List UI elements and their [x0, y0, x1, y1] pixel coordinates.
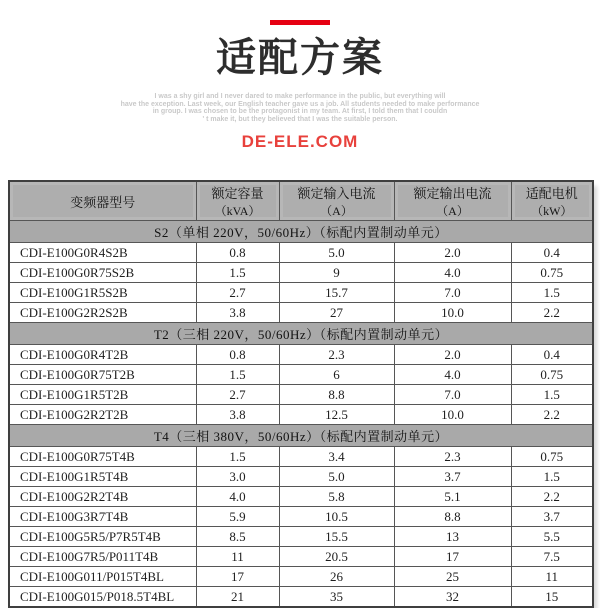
value-cell: 10.0	[394, 303, 511, 323]
model-cell: CDI-E100G2R2S2B	[9, 303, 196, 323]
value-cell: 0.75	[511, 447, 593, 467]
col-header-unit: （A）	[436, 204, 469, 218]
value-cell: 17	[196, 567, 279, 587]
value-cell: 3.7	[511, 507, 593, 527]
value-cell: 21	[196, 587, 279, 608]
value-cell: 20.5	[279, 547, 394, 567]
spec-table	[8, 180, 594, 608]
value-cell: 17	[394, 547, 511, 567]
value-cell: 11	[511, 567, 593, 587]
table-row	[9, 547, 593, 567]
table-row	[9, 303, 593, 323]
value-cell: 5.9	[196, 507, 279, 527]
value-cell: 3.8	[196, 405, 279, 425]
value-cell: 2.0	[394, 345, 511, 365]
value-cell: 5.0	[279, 243, 394, 263]
value-cell: 5.0	[279, 467, 394, 487]
col-header-label: 适配电机	[525, 186, 578, 201]
value-cell: 5.1	[394, 487, 511, 507]
section-header-row	[9, 323, 593, 345]
value-cell: 32	[394, 587, 511, 608]
value-cell: 1.5	[196, 365, 279, 385]
section-header-row	[9, 221, 593, 243]
table-row	[9, 365, 593, 385]
col-header-model	[9, 181, 196, 221]
value-cell: 8.8	[394, 507, 511, 527]
model-cell: CDI-E100G2R2T4B	[9, 487, 196, 507]
col-header-input-current	[279, 181, 394, 221]
col-header-label: 额定输出电流	[413, 186, 492, 201]
watermark-line: in group. I was chosen to be the protagonist in my team. At first, I told them that I couldn	[152, 108, 448, 115]
value-cell: 2.3	[394, 447, 511, 467]
table-row	[9, 345, 593, 365]
model-cell: CDI-E100G1R5T2B	[9, 385, 196, 405]
value-cell: 2.3	[279, 345, 394, 365]
section-label: T2（三相 220V，50/60Hz）（标配内置制动单元）	[9, 323, 593, 345]
col-header-output-current	[394, 181, 511, 221]
brand-url: DE-ELE.COM	[241, 132, 359, 151]
model-cell: CDI-E100G015/P018.5T4BL	[9, 587, 196, 608]
table-row	[9, 283, 593, 303]
value-cell: 4.0	[394, 263, 511, 283]
value-cell: 12.5	[279, 405, 394, 425]
value-cell: 10.0	[394, 405, 511, 425]
value-cell: 1.5	[196, 263, 279, 283]
model-cell: CDI-E100G0R4T2B	[9, 345, 196, 365]
value-cell: 0.8	[196, 243, 279, 263]
value-cell: 7.0	[394, 385, 511, 405]
spec-table-container	[8, 180, 592, 608]
value-cell: 1.5	[511, 283, 593, 303]
table-row	[9, 527, 593, 547]
section-header-row	[9, 425, 593, 447]
value-cell: 1.5	[511, 385, 593, 405]
watermark-line: ' t make it, but they believed that I was the suitable person.	[202, 115, 398, 123]
value-cell: 7.0	[394, 283, 511, 303]
watermark-line: I was a shy girl and I never dared to make performance in the public, but everything will	[154, 93, 446, 100]
page-title: 适配方案	[216, 36, 384, 80]
col-header-unit: （A）	[320, 204, 353, 218]
col-header-unit: （kVA）	[214, 204, 261, 218]
value-cell: 2.7	[196, 283, 279, 303]
value-cell: 8.8	[279, 385, 394, 405]
table-row	[9, 487, 593, 507]
model-cell: CDI-E100G1R5T4B	[9, 467, 196, 487]
model-cell: CDI-E100G7R5/P011T4B	[9, 547, 196, 567]
value-cell: 2.2	[511, 487, 593, 507]
col-header-capacity	[196, 181, 279, 221]
value-cell: 1.5	[511, 467, 593, 487]
table-row	[9, 447, 593, 467]
spec-table-body	[9, 221, 593, 608]
value-cell: 6	[279, 365, 394, 385]
section-label: S2（单相 220V，50/60Hz）（标配内置制动单元）	[9, 221, 593, 243]
model-cell: CDI-E100G5R5/P7R5T4B	[9, 527, 196, 547]
value-cell: 0.75	[511, 263, 593, 283]
model-cell: CDI-E100G011/P015T4BL	[9, 567, 196, 587]
col-header-label: 额定容量	[211, 186, 264, 201]
col-header-motor	[511, 181, 593, 221]
value-cell: 8.5	[196, 527, 279, 547]
watermark-text	[0, 93, 600, 123]
value-cell: 9	[279, 263, 394, 283]
value-cell: 2.2	[511, 303, 593, 323]
value-cell: 25	[394, 567, 511, 587]
model-cell: CDI-E100G3R7T4B	[9, 507, 196, 527]
col-header-label: 变频器型号	[70, 194, 136, 210]
value-cell: 27	[279, 303, 394, 323]
value-cell: 1.5	[196, 447, 279, 467]
value-cell: 0.4	[511, 345, 593, 365]
value-cell: 3.4	[279, 447, 394, 467]
column-header-row	[9, 181, 593, 221]
value-cell: 3.8	[196, 303, 279, 323]
value-cell: 15	[511, 587, 593, 608]
value-cell: 5.8	[279, 487, 394, 507]
table-row	[9, 243, 593, 263]
value-cell: 11	[196, 547, 279, 567]
value-cell: 10.5	[279, 507, 394, 527]
value-cell: 4.0	[196, 487, 279, 507]
table-row	[9, 385, 593, 405]
col-header-unit: （kW）	[531, 204, 573, 218]
watermark-line: have the exception. Last week, our English teacher gave us a job. All students needed to make performance	[120, 100, 480, 108]
table-row	[9, 587, 593, 608]
value-cell: 26	[279, 567, 394, 587]
value-cell: 4.0	[394, 365, 511, 385]
value-cell: 35	[279, 587, 394, 608]
value-cell: 2.7	[196, 385, 279, 405]
table-row	[9, 507, 593, 527]
value-cell: 2.2	[511, 405, 593, 425]
value-cell: 7.5	[511, 547, 593, 567]
title-accent-bar	[270, 20, 330, 25]
model-cell: CDI-E100G0R4S2B	[9, 243, 196, 263]
value-cell: 3.7	[394, 467, 511, 487]
model-cell: CDI-E100G1R5S2B	[9, 283, 196, 303]
value-cell: 15.7	[279, 283, 394, 303]
col-header-label: 额定输入电流	[297, 186, 376, 201]
value-cell: 15.5	[279, 527, 394, 547]
value-cell: 3.0	[196, 467, 279, 487]
table-row	[9, 263, 593, 283]
table-row	[9, 467, 593, 487]
value-cell: 0.75	[511, 365, 593, 385]
model-cell: CDI-E100G0R75T2B	[9, 365, 196, 385]
model-cell: CDI-E100G0R75T4B	[9, 447, 196, 467]
table-row	[9, 567, 593, 587]
model-cell: CDI-E100G2R2T2B	[9, 405, 196, 425]
table-row	[9, 405, 593, 425]
value-cell: 5.5	[511, 527, 593, 547]
section-label: T4（三相 380V，50/60Hz）（标配内置制动单元）	[9, 425, 593, 447]
value-cell: 2.0	[394, 243, 511, 263]
value-cell: 13	[394, 527, 511, 547]
model-cell: CDI-E100G0R75S2B	[9, 263, 196, 283]
value-cell: 0.8	[196, 345, 279, 365]
value-cell: 0.4	[511, 243, 593, 263]
